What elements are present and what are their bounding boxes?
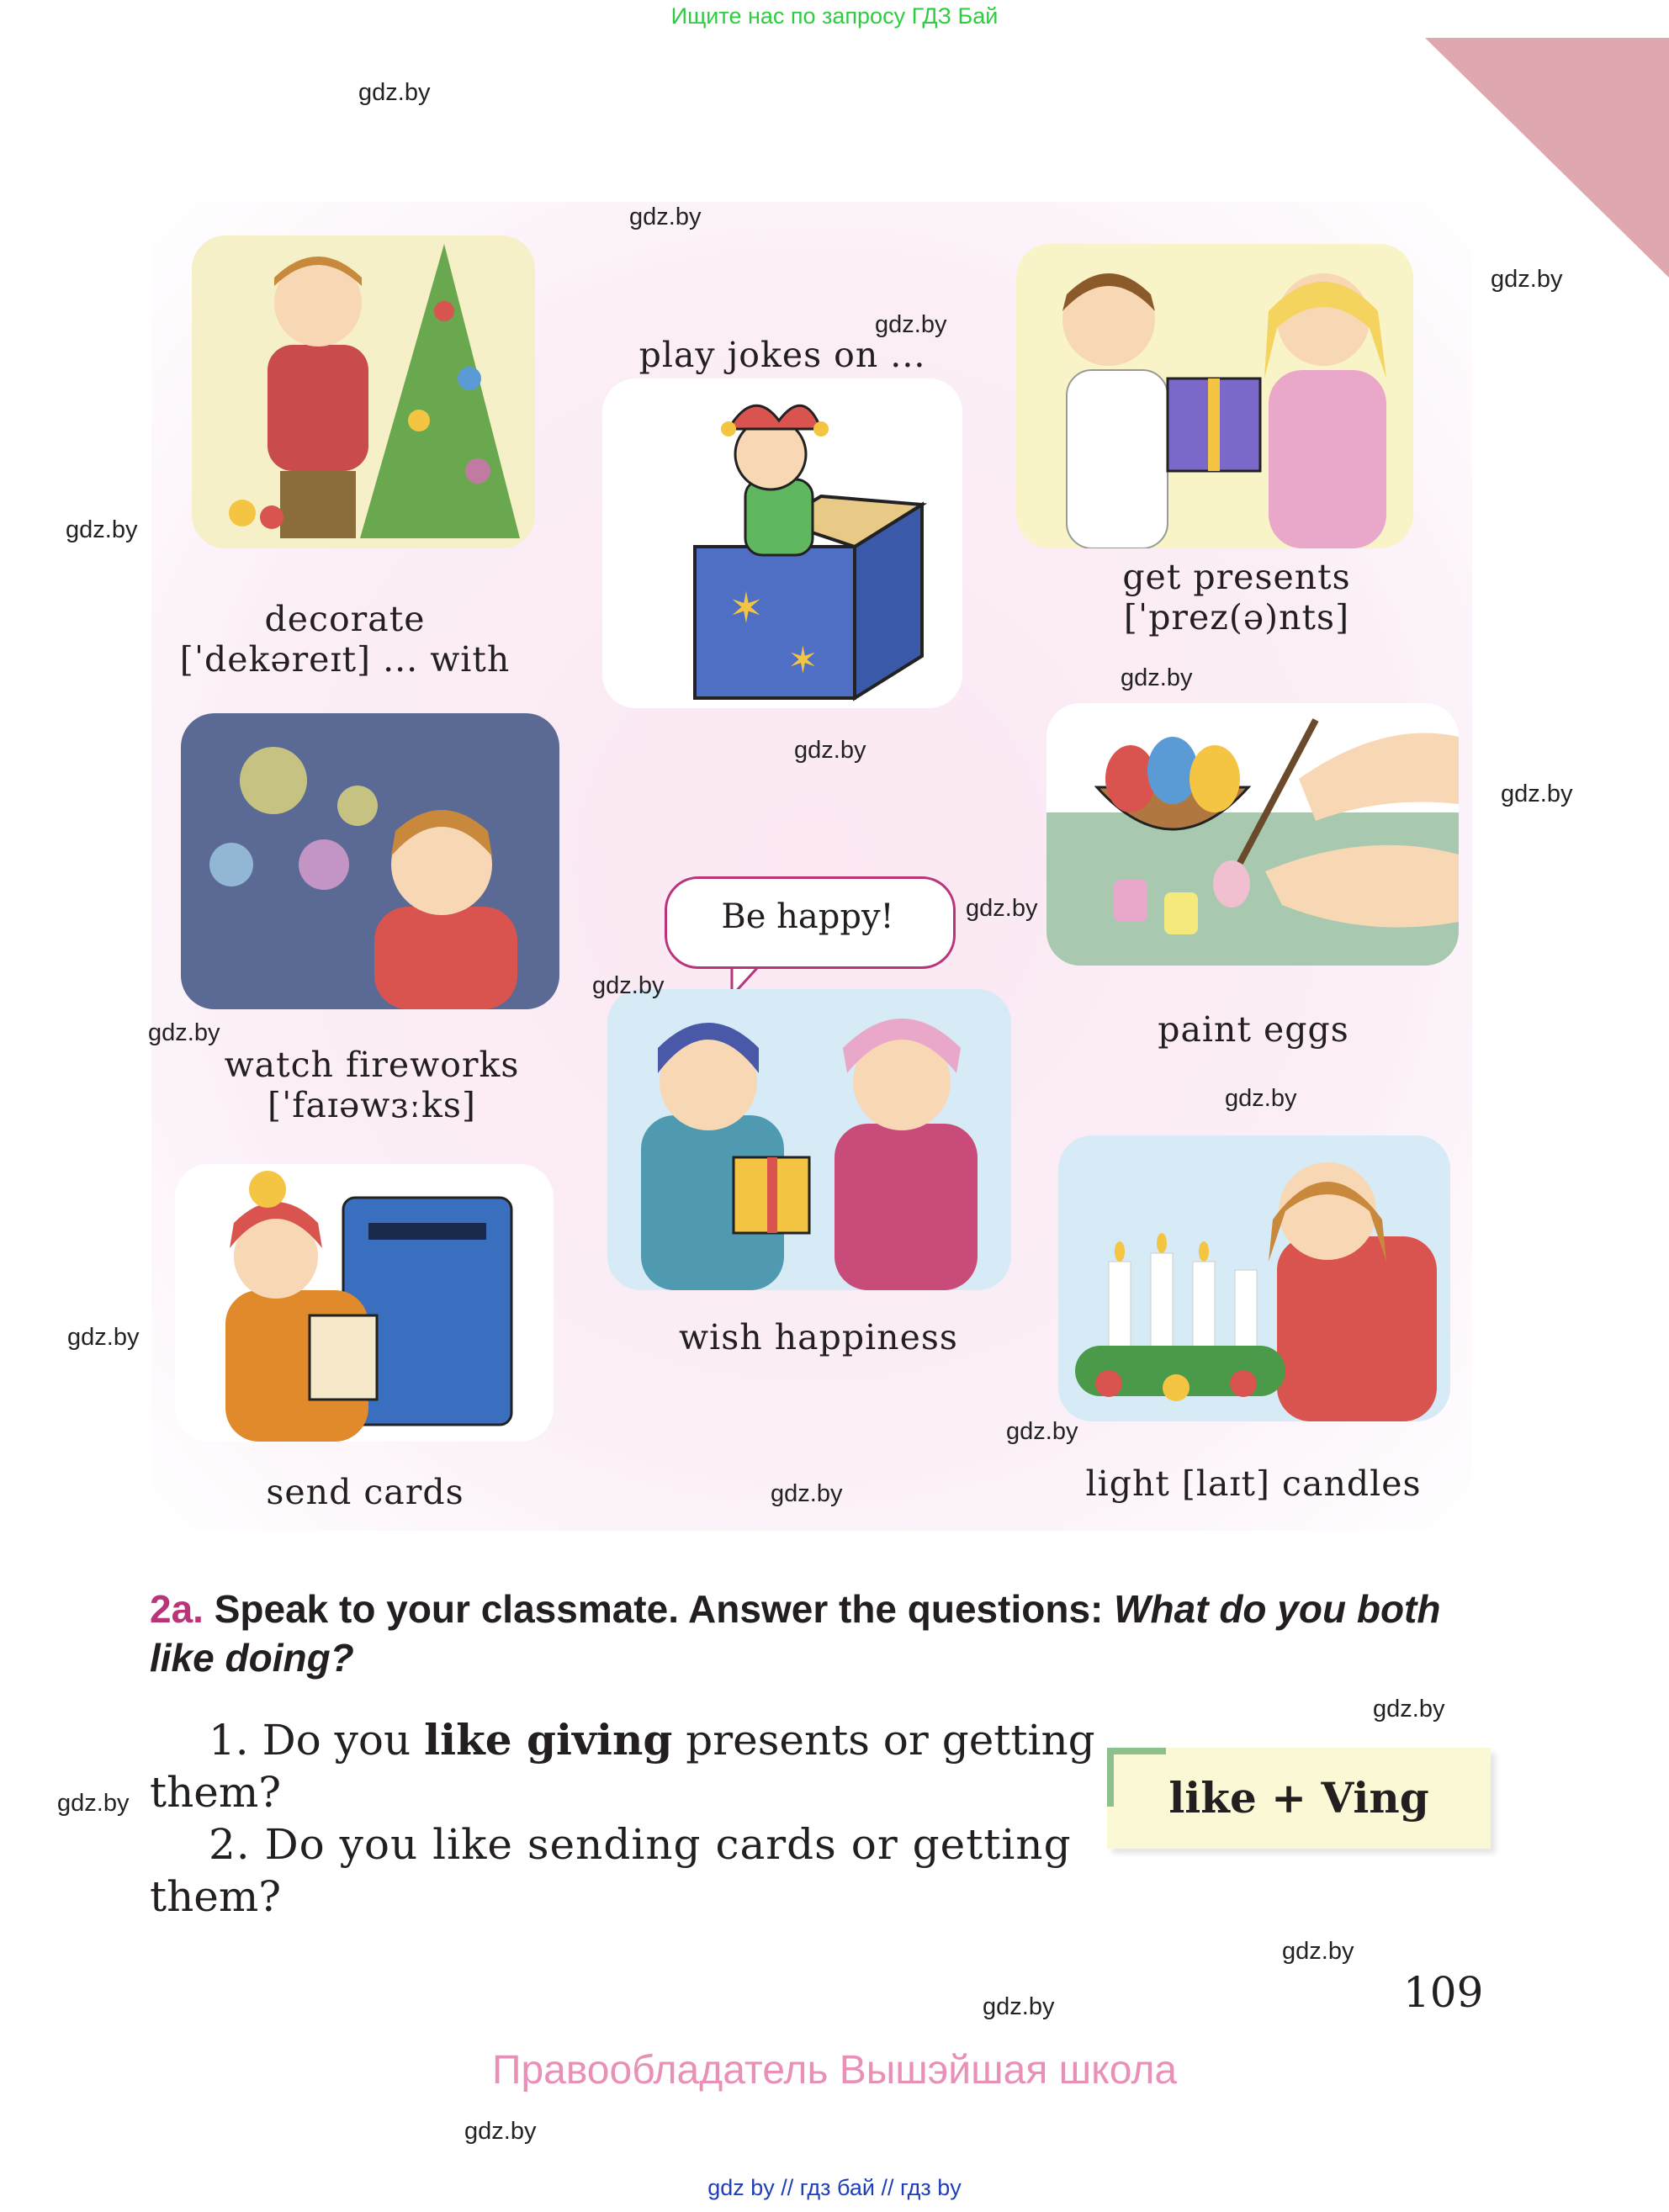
watermark: gdz.by bbox=[1225, 1085, 1297, 1112]
question-1 bbox=[209, 1714, 1095, 1766]
exercise-question: What do you both like doing? bbox=[150, 1587, 1441, 1680]
caption-get-presents-line1: get presents bbox=[1122, 557, 1351, 597]
question-1-prefix: 1. Do you bbox=[209, 1716, 425, 1765]
question-1-continuation: them? bbox=[150, 1768, 282, 1817]
watermark: gdz.by bbox=[1121, 664, 1193, 691]
watermark: gdz.by bbox=[983, 1993, 1055, 2020]
watermark: gdz.by bbox=[592, 972, 665, 999]
caption-watch-fireworks bbox=[178, 1045, 565, 1125]
light-candles-illustration bbox=[1058, 1135, 1450, 1421]
caption-get-presents-line2: [ˈprez(ə)nts] bbox=[1123, 597, 1350, 638]
caption-watch-fireworks-line2: [ˈfaɪəwɜːks] bbox=[268, 1085, 476, 1125]
watermark: gdz.by bbox=[1006, 1418, 1078, 1445]
watermark: gdz.by bbox=[875, 311, 947, 338]
watermark: gdz.by bbox=[67, 1324, 140, 1351]
send-cards-illustration bbox=[175, 1164, 554, 1442]
jack-in-the-box-illustration bbox=[602, 378, 962, 708]
decorate-tree-illustration bbox=[192, 235, 535, 548]
speech-bubble-text: Be happy! bbox=[721, 897, 894, 936]
caption-paint-eggs: paint eggs bbox=[1158, 1009, 1349, 1050]
caption-decorate-line1: decorate bbox=[264, 599, 426, 639]
watermark: gdz.by bbox=[464, 2118, 537, 2145]
caption-decorate bbox=[151, 599, 538, 680]
question-1-bold: like giving bbox=[424, 1715, 673, 1765]
watermark: gdz.by bbox=[771, 1480, 843, 1507]
exercise-instruction: Speak to your classmate. Answer the questions: bbox=[214, 1587, 1104, 1631]
exercise-heading bbox=[150, 1585, 1513, 1682]
watermark: gdz.by bbox=[794, 737, 866, 764]
question-1-suffix: presents or getting bbox=[672, 1716, 1095, 1765]
caption-get-presents bbox=[1043, 557, 1430, 638]
watermark: gdz.by bbox=[57, 1790, 130, 1817]
caption-light-candles: light [laɪt] candles bbox=[1085, 1463, 1422, 1504]
get-presents-illustration bbox=[1016, 244, 1413, 548]
watermark: gdz.by bbox=[66, 516, 138, 543]
caption-watch-fireworks-line1: watch fireworks bbox=[224, 1045, 520, 1085]
watermark: gdz.by bbox=[358, 79, 431, 106]
paint-eggs-illustration bbox=[1046, 703, 1459, 966]
caption-play-jokes: play jokes on ... bbox=[638, 335, 926, 375]
question-2: 2. Do you like sending cards or getting bbox=[209, 1820, 1072, 1869]
watermark: gdz.by bbox=[1282, 1938, 1354, 1965]
caption-decorate-line2: [ˈdekəreɪt] ... with bbox=[179, 639, 511, 680]
watermark: gdz.by bbox=[1501, 781, 1573, 807]
watermark: gdz.by bbox=[1373, 1696, 1445, 1723]
watermark: gdz.by bbox=[1491, 266, 1563, 293]
svg-text:✶: ✶ bbox=[729, 584, 764, 632]
watch-fireworks-illustration bbox=[181, 713, 559, 1009]
exercise-number: 2a. bbox=[150, 1587, 204, 1631]
question-2-continuation: them? bbox=[150, 1872, 282, 1921]
grammar-rule-text: like + Ving bbox=[1168, 1773, 1429, 1823]
wish-happiness-illustration bbox=[607, 989, 1011, 1290]
footer-links: gdz by // гдз бай // гдз by bbox=[707, 2175, 962, 2200]
page-number: 109 bbox=[1403, 1968, 1484, 2017]
watermark: gdz.by bbox=[966, 895, 1038, 922]
svg-text:✶: ✶ bbox=[787, 639, 819, 682]
top-banner: Ищите нас по запросу ГДЗ Бай bbox=[670, 3, 999, 29]
copyright-notice: Правообладатель Вышэйшая школа bbox=[491, 2048, 1178, 2093]
caption-wish-happiness: wish happiness bbox=[679, 1317, 958, 1357]
caption-send-cards: send cards bbox=[266, 1472, 464, 1512]
watermark: gdz.by bbox=[148, 1019, 220, 1046]
watermark: gdz.by bbox=[629, 204, 702, 230]
